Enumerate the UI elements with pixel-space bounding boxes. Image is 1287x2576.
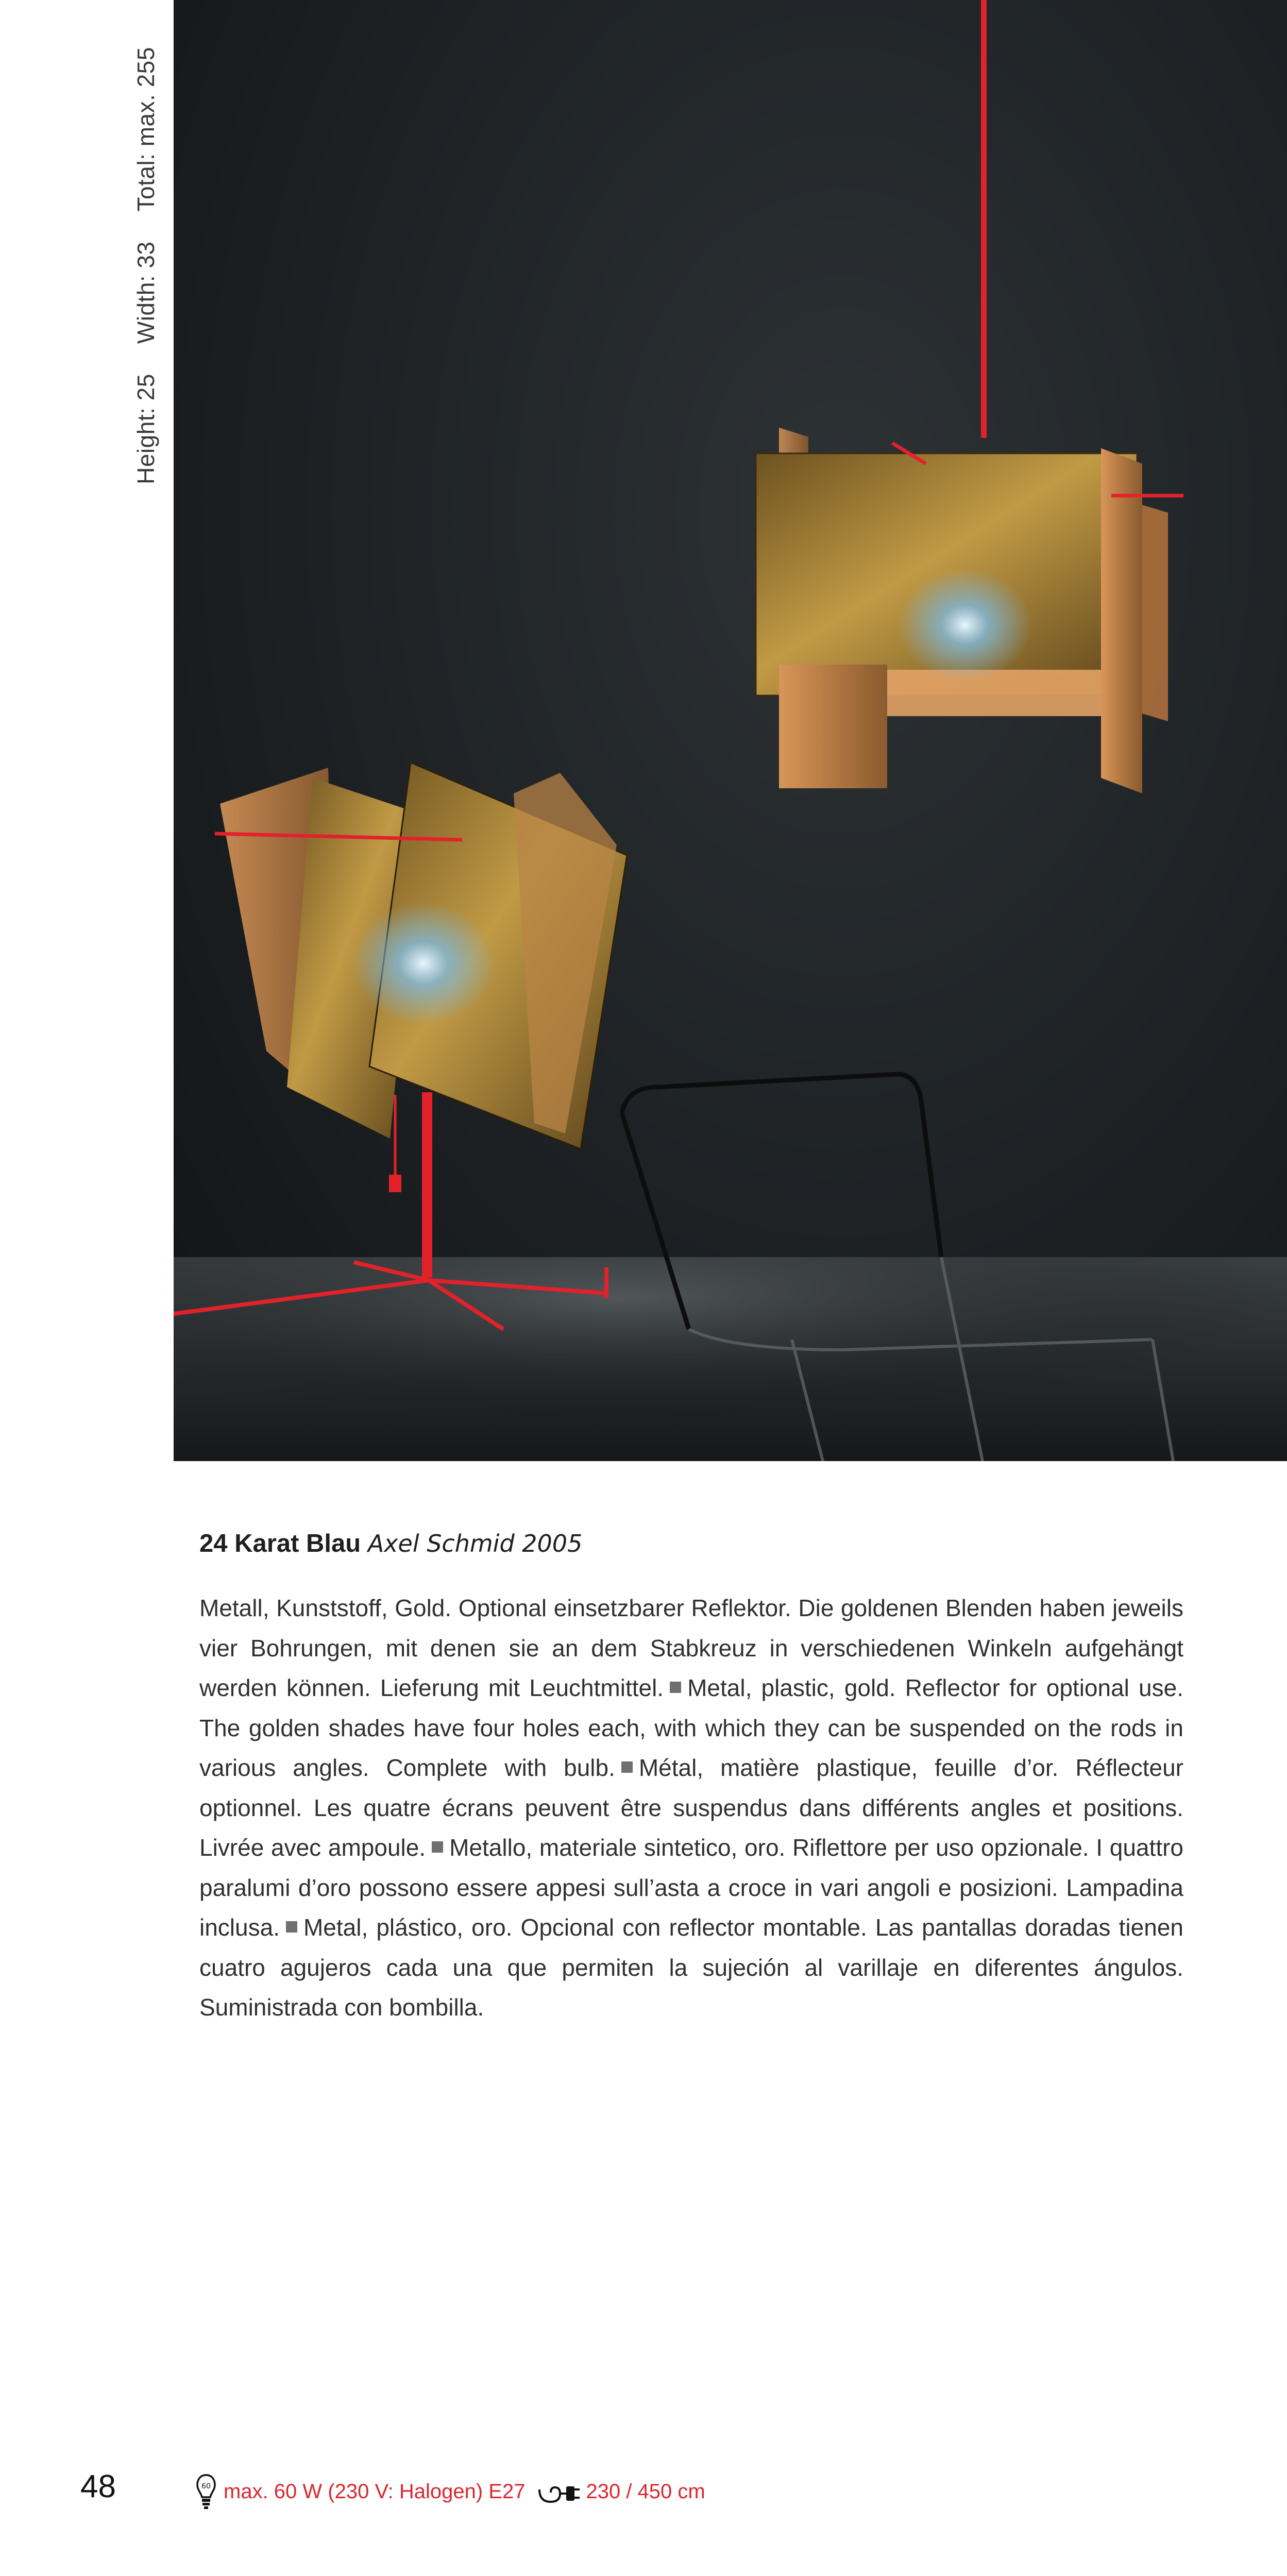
product-name: 24 Karat Blau [199,1530,361,1557]
technical-specs [196,2473,705,2510]
width-dimension: Width: 33 [132,241,159,344]
svg-text:60: 60 [201,2482,211,2490]
product-designer: Axel Schmid 2005 [367,1530,583,1557]
description-french: Métal, matière plastique, feuille d’or. Réflecteur optionnel. Les quatre écrans peuvent être suspendus dans différents angles et positions. Livrée avec ampoule. [199,1754,1183,1861]
bulb-spec: max. 60 W (230 V: Halogen) E27 [224,2480,526,2503]
product-title [199,1529,582,1558]
height-dimension: Height: 25 [132,374,159,484]
bulb-icon [196,2473,216,2510]
separator-square-icon [286,1921,297,1933]
description-english: Metal, plastic, gold. Reflector for optional use. The golden shades have four holes each, with which they can be suspended on the rods in various angles. Complete with bulb. [199,1674,1183,1781]
separator-square-icon [621,1761,633,1773]
total-dimension: Total: max. 255 [132,47,159,212]
pendant-cable [981,0,987,438]
description-german: Metall, Kunststoff, Gold. Optional einsetzbarer Reflektor. Die goldenen Blenden haben jeweils vier Bohrungen, mit denen sie an dem Stabkreuz in verschiedenen Winkeln aufgehängt werden können. Lieferung mit Leuchtmittel. [199,1595,1183,1701]
cable-spec: 230 / 450 cm [586,2480,705,2503]
separator-square-icon [432,1841,443,1853]
description-spanish: Metal, plástico, oro. Opcional con reflector montable. Las pantallas doradas tienen cuatro agujeros cada una que permiten la sujeción al varillaje en diferentes ángulos. Suministrada con bombilla. [199,1914,1183,2021]
cable-plug-icon [537,2478,581,2505]
product-photo [174,0,1287,1461]
dimensions-label [128,41,164,484]
product-description [199,1588,1183,2028]
page-number: 48 [80,2469,116,2504]
description-italian: Metallo, materiale sintetico, oro. Riflettore per uso opzionale. I quattro paralumi d’oro possono essere appesi sull’asta a croce in vari angoli e posizioni. Lampadina inclusa. [199,1834,1184,1941]
separator-square-icon [670,1682,681,1693]
